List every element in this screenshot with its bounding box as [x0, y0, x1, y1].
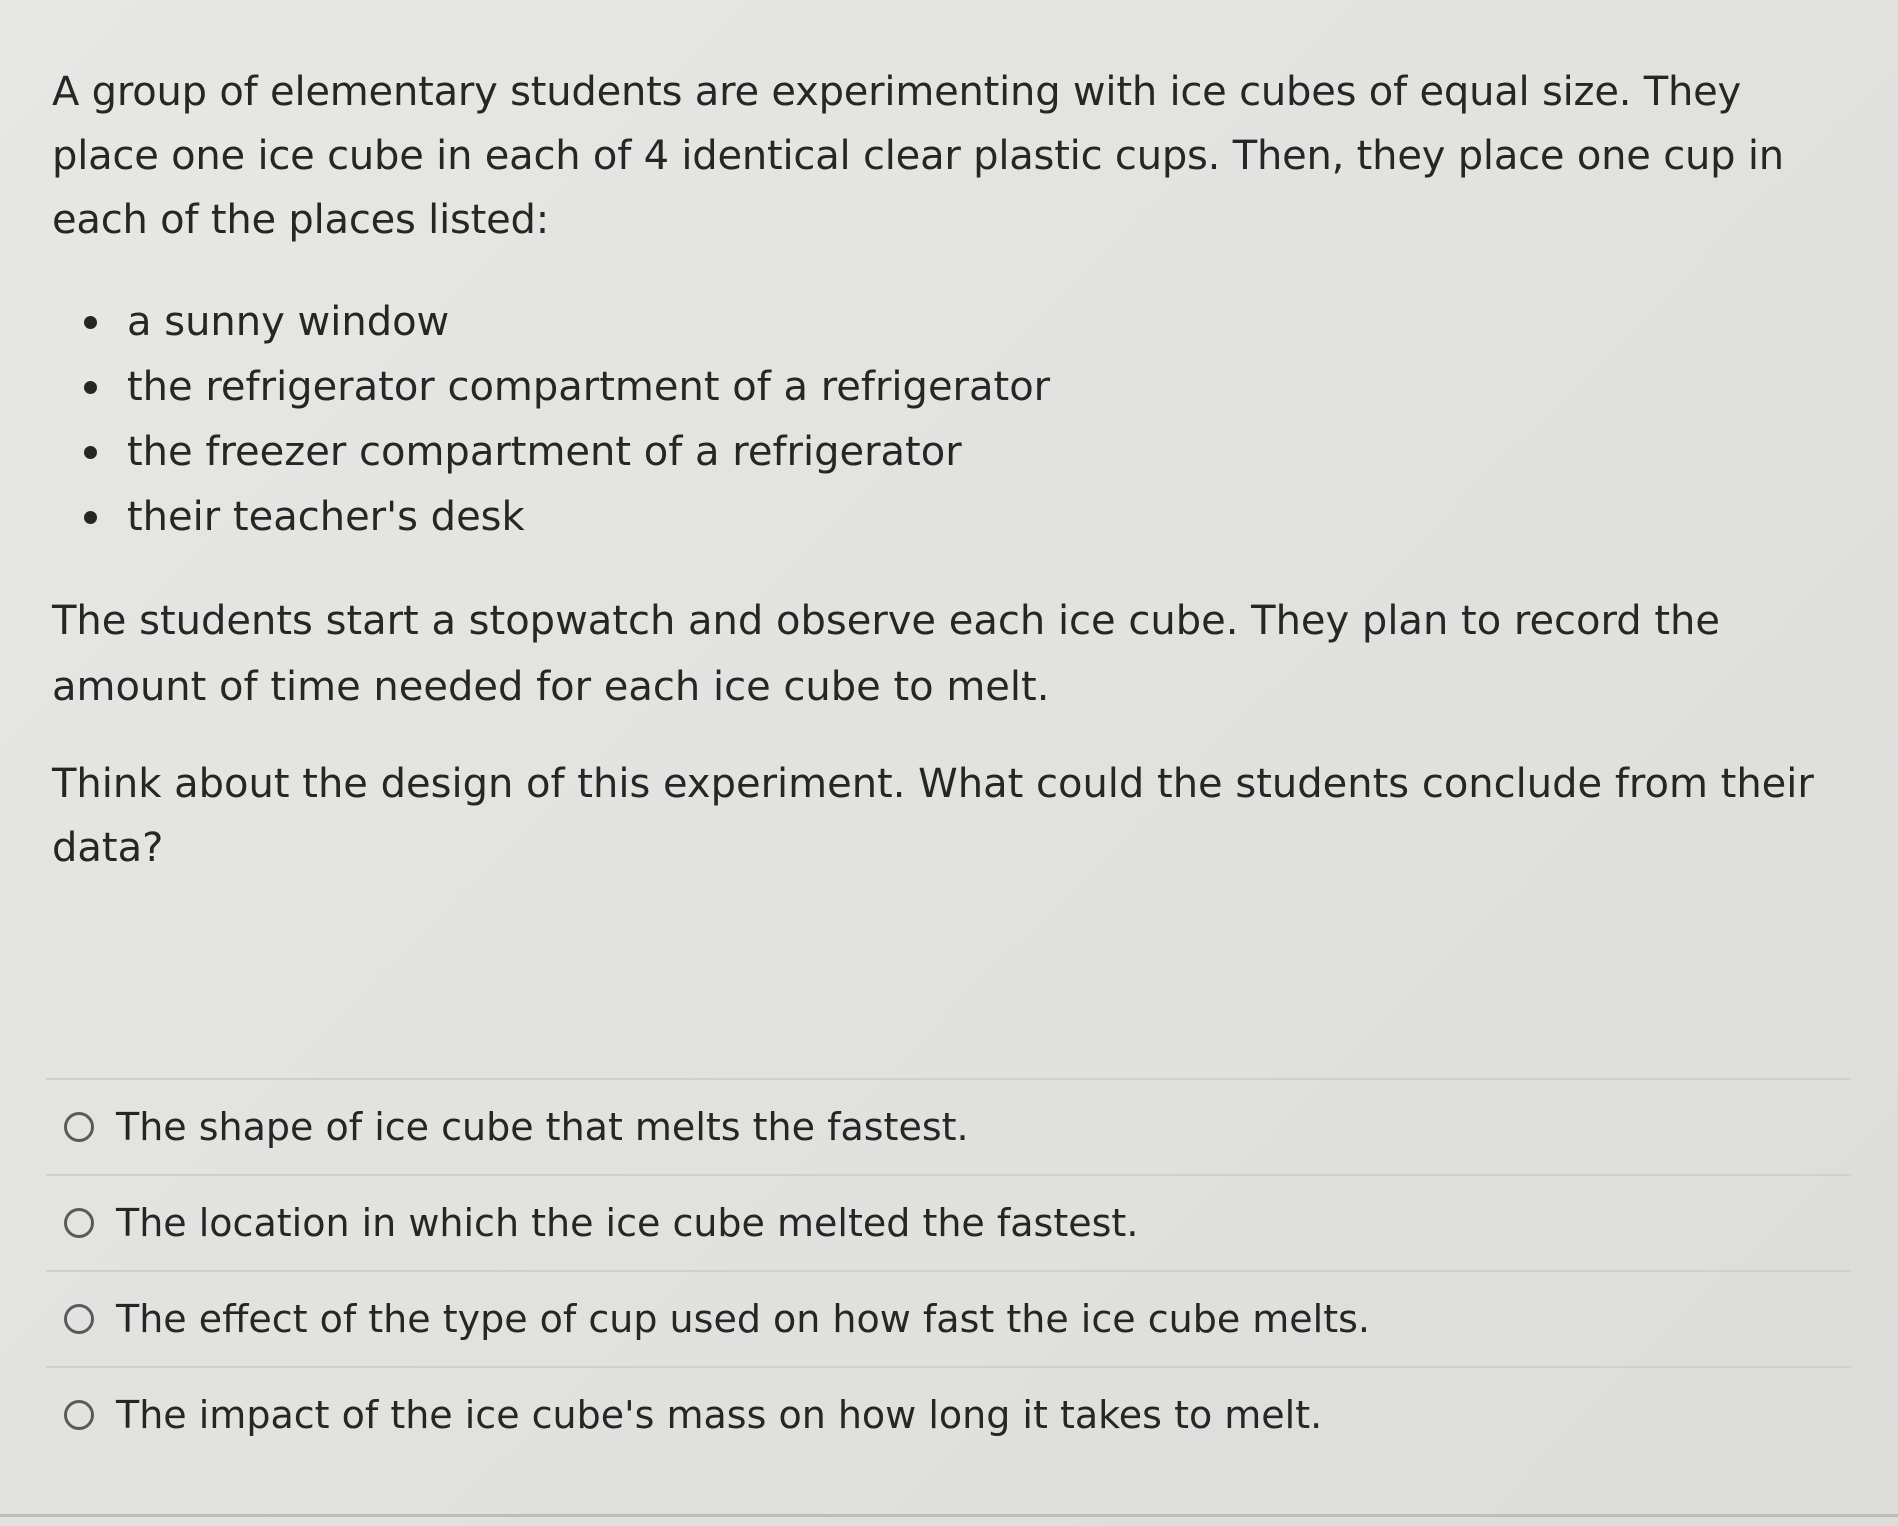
answer-options: [46, 1078, 1851, 1462]
list-item: [72, 485, 1050, 550]
radio-button-icon[interactable]: [64, 1208, 94, 1238]
bullet-icon: [84, 511, 97, 524]
place-label: a sunny window: [127, 299, 450, 345]
place-label: the refrigerator compartment of a refrigerator: [127, 364, 1051, 410]
bullet-icon: [84, 316, 97, 329]
bullet-icon: [84, 446, 97, 459]
answer-option-2[interactable]: [46, 1176, 1851, 1272]
procedure-text: The students start a stopwatch and observe each ice cube. They plan to record the amount of time needed for each ice cube to melt.: [52, 598, 1721, 710]
list-item: [72, 355, 1050, 420]
places-list: [72, 290, 1050, 550]
list-item: [72, 290, 1050, 355]
place-label: the freezer compartment of a refrigerator: [127, 429, 962, 475]
bottom-divider: [0, 1514, 1898, 1517]
answer-option-3[interactable]: [46, 1272, 1851, 1368]
answer-option-1[interactable]: [46, 1080, 1851, 1176]
radio-button-icon[interactable]: [64, 1112, 94, 1142]
answer-option-label[interactable]: The impact of the ice cube's mass on how long it takes to melt.: [116, 1393, 1323, 1437]
answer-option-label[interactable]: The effect of the type of cup used on how fast the ice cube melts.: [116, 1297, 1370, 1341]
question-prompt: Think about the design of this experiment. What could the students conclude from their data?: [52, 761, 1814, 871]
answer-option-4[interactable]: [46, 1368, 1851, 1462]
radio-button-icon[interactable]: [64, 1304, 94, 1334]
answer-option-label[interactable]: The shape of ice cube that melts the fastest.: [116, 1105, 969, 1149]
bullet-icon: [84, 381, 97, 394]
answer-option-label[interactable]: The location in which the ice cube melted the fastest.: [116, 1201, 1139, 1245]
radio-button-icon[interactable]: [64, 1400, 94, 1430]
list-item: [72, 420, 1050, 485]
question-intro: A group of elementary students are experimenting with ice cubes of equal size. They place one ice cube in each of 4 identical clear plastic cups. Then, they place one cup in each of the places listed:: [52, 69, 1784, 243]
place-label: their teacher's desk: [127, 494, 525, 540]
